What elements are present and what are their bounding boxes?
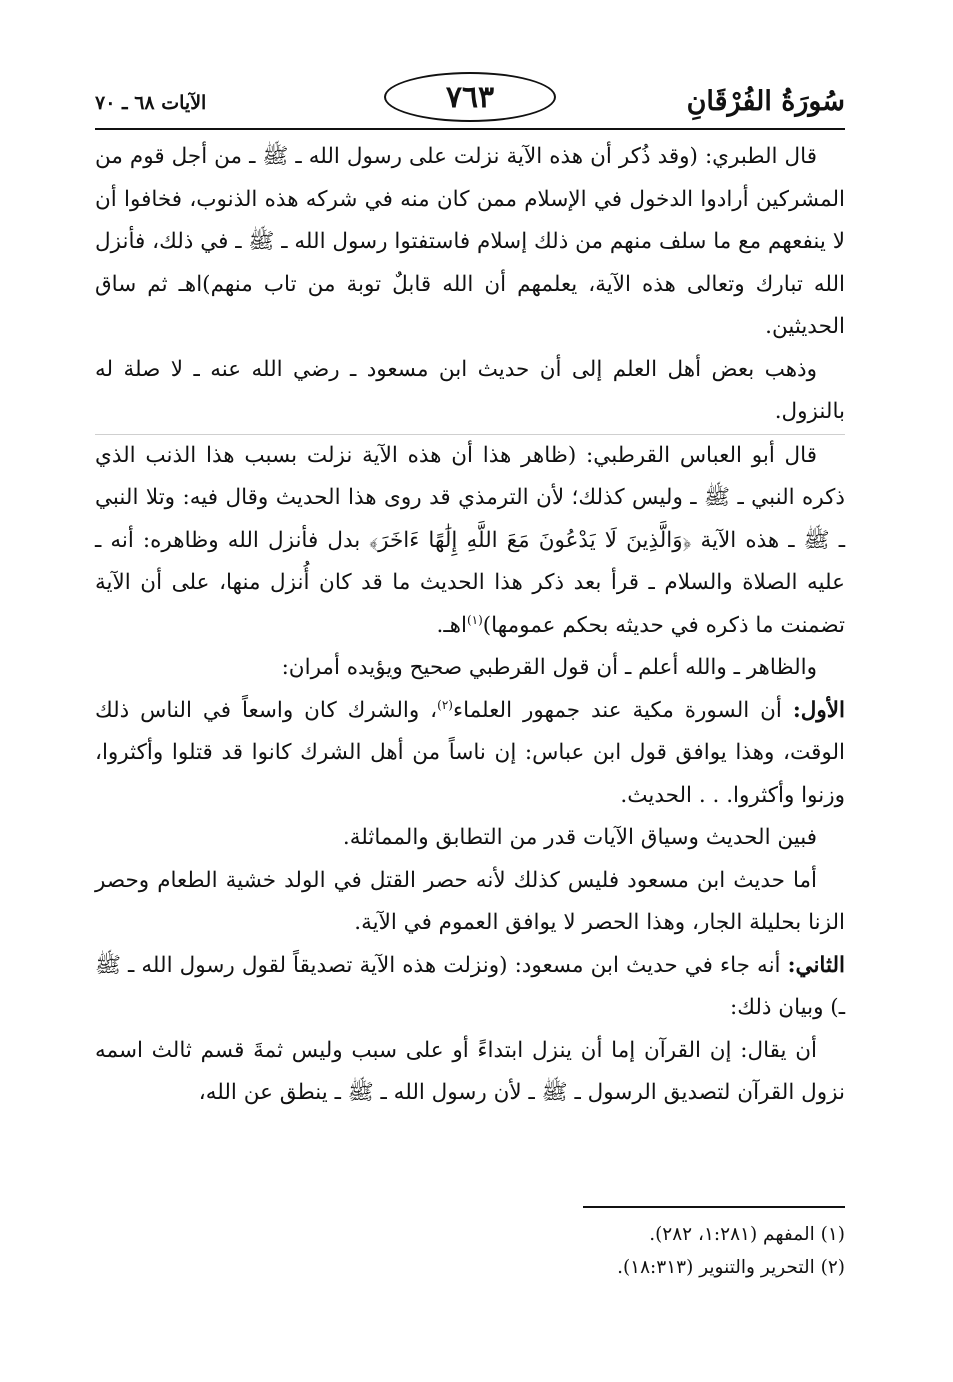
paragraph-text: ، والشرك كان واسعاً في الناس ذلك الوقت، وهذا يوافق قول ابن عباس: إن ناساً من أهل الشرك كانوا قد قتلوا وأكثروا، وزنوا وأكثروا. . . الحديث. bbox=[95, 697, 845, 808]
footnotes bbox=[95, 1218, 845, 1284]
paragraph-text: أنه جاء في حديث ابن مسعود: (ونزلت هذه الآية تصديقاً لقول رسول الله ـ ﷺ ـ) وبيان ذلك: bbox=[95, 952, 845, 1020]
footnote-number: (١) bbox=[820, 1224, 845, 1245]
paragraph-correspondence bbox=[95, 817, 845, 860]
paragraph-ibn-masud-view bbox=[95, 349, 845, 434]
paragraph-text: وذهب بعض أهل العلم إلى أن حديث ابن مسعود ـ رضي الله عنه ـ لا صلة له بالنزول. bbox=[95, 356, 845, 424]
footnote-divider bbox=[583, 1206, 845, 1208]
first-reason-label: الأول: bbox=[792, 697, 845, 723]
paragraph-text: أن يقال: إن القرآن إما أن ينزل ابتداءً أو على سبب وليس ثمةَ قسم ثالث اسمه نزول القرآن لتصديق الرسول ـ ﷺ ـ لأن رسول الله ـ ﷺ ـ ينطق عن الله، bbox=[95, 1037, 845, 1105]
paragraph-tabari bbox=[95, 136, 845, 349]
paragraph-second-reason bbox=[95, 945, 845, 1030]
paragraph-text: فبين الحديث وسياق الآيات قدر من التطابق والمماثلة. bbox=[342, 825, 817, 850]
paragraph-text: أما حديث ابن مسعود فليس كذلك لأنه حصر القتل في الولد خشية الطعام وحصر الزنا بحليلة الجار، وهذا الحصر لا يوافق العموم في الآية. bbox=[95, 867, 845, 935]
paragraph-conclusion bbox=[95, 647, 845, 690]
footnote-item bbox=[95, 1251, 845, 1284]
paragraph-text: أن السورة مكية عند جمهور العلماء bbox=[452, 697, 793, 723]
paragraph-text: قال أبو العباس القرطبي: (ظاهر هذا أن هذه الآية نزلت بسبب هذا الذنب الذي ذكره النبي ـ ﷺ ـ وليس كذلك؛ لأن الترمذي قد روى هذا الحديث وقال فيه: وتلا النبي ـ ﷺ ـ هذه الآية ﴿وَالَّذِينَ لَا يَدْعُونَ مَعَ اللَّهِ إِلَٰهًا ءَاخَرَ﴾ بدل فأنزل الله وظاهره: أنه ـ عليه الصلاة والسلام ـ قرأ بعد ذكر هذا الحديث ما قد كان أُنزل منها، على أن الآية تضمنت ما ذكره في حديثه بحكم عمومها) bbox=[95, 442, 845, 638]
page-number: ٧٦٣ bbox=[445, 79, 495, 115]
footnote-text: التحرير والتنوير (١٨:٣١٣). bbox=[617, 1257, 815, 1278]
second-reason-label: الثاني: bbox=[787, 952, 845, 978]
paragraph-restriction bbox=[95, 860, 845, 945]
paragraph-first-reason bbox=[95, 690, 845, 818]
footnote-ref: (١) bbox=[466, 612, 483, 627]
paragraph-text: والظاهر ـ والله أعلم ـ أن قول القرطبي صحيح ويؤيده أمران: bbox=[281, 655, 817, 680]
page-header bbox=[95, 72, 845, 130]
surah-title: سُورَةُ الفُرْقَانِ bbox=[686, 86, 845, 117]
paragraph-qurtubi bbox=[95, 434, 845, 648]
footnote-ref: (٢) bbox=[437, 697, 453, 712]
page-body bbox=[95, 136, 845, 1115]
book-page bbox=[95, 72, 845, 1312]
footnote-text: المفهم (١:٢٨١، ٢٨٢). bbox=[649, 1224, 815, 1245]
paragraph-text: اهـ. bbox=[436, 612, 467, 638]
verse-range: الآيات ٦٨ ـ ٧٠ bbox=[95, 92, 207, 114]
paragraph-text: قال الطبري: (وقد ذُكر أن هذه الآية نزلت على رسول الله ـ ﷺ ـ من أجل قوم من المشركين أرادوا الدخول في الإسلام ممن كان منه في شركه هذه الذنوب، فخافوا أن لا ينفعهم مع ما سلف منهم من ذلك إسلام فاستفتوا رسول الله ـ ﷺ ـ في ذلك، فأنزل الله تبارك وتعالى هذه الآية، يعلمهم أن الله قابلٌ توبة من تاب منهم)اهـ ثم ساق الحديثين. bbox=[95, 144, 845, 339]
paragraph-explanation bbox=[95, 1030, 845, 1115]
page-number-oval bbox=[384, 72, 556, 122]
footnote-item bbox=[95, 1218, 845, 1251]
footnote-number: (٢) bbox=[820, 1257, 845, 1278]
